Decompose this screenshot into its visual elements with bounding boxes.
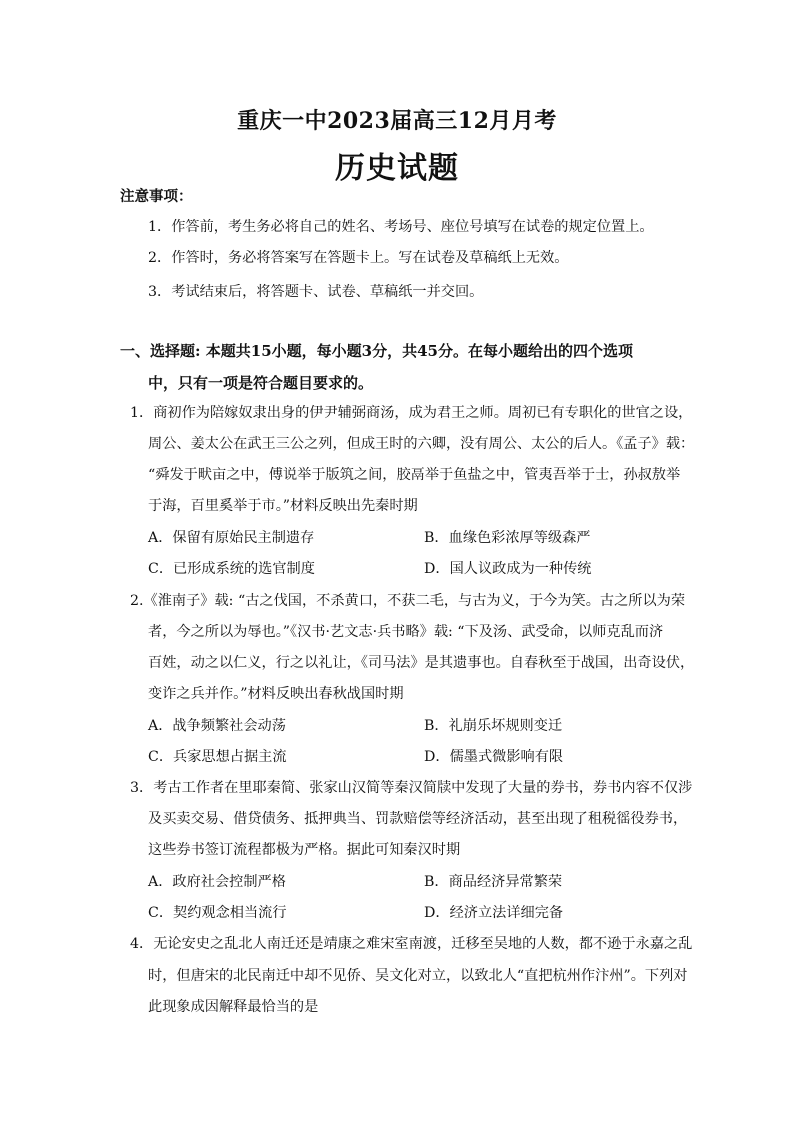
section-heading: 中，只有一项是符合题目要求的。 bbox=[148, 374, 374, 392]
question-stem: 3．考古工作者在里耶秦简、张家山汉简等秦汉简牍中发现了大量的券书，券书内容不仅涉 bbox=[130, 780, 693, 796]
question-stem: 此现象成因解释最恰当的是 bbox=[148, 999, 319, 1015]
question-stem: 周公、姜太公在武王三公之列，但成王时的六卿，没有周公、太公的后人。《孟子》载： bbox=[148, 436, 695, 452]
question-stem: 变诈之兵并作。”材料反映出春秋战国时期 bbox=[148, 686, 404, 702]
option-c: C．已形成系统的选官制度 bbox=[148, 561, 315, 577]
question-stem: 1．商初作为陪嫁奴隶出身的伊尹辅弼商汤，成为君王之师。周初已有专职化的世官之设， bbox=[130, 405, 693, 421]
question-stem: 百姓，动之以仁义，行之以礼让，《司马法》是其遗事也。自春秋至于战国，出奇设伏， bbox=[148, 655, 695, 671]
question-stem: 者，今之所以为辱也。”《汉书·艺文志·兵书略》载: “下及汤、武受命，以师克乱而济 bbox=[148, 624, 664, 640]
notice-item: 2．作答时，务必将答案写在答题卡上。写在试卷及草稿纸上无效。 bbox=[148, 250, 569, 266]
subject-title: 历史试题 bbox=[335, 151, 459, 186]
question-stem: 2.《淮南子》载: “古之伐国，不杀黄口，不获二毛，与古为义，于今为笑。古之所以为荣 bbox=[130, 593, 686, 609]
question-stem: 于海，百里奚举于市。”材料反映出先秦时期 bbox=[148, 498, 418, 514]
option-c: C．兵家思想占据主流 bbox=[148, 749, 287, 765]
option-a: A．战争频繁社会动荡 bbox=[148, 718, 286, 734]
question-stem: 及买卖交易、借贷债务、抵押典当、罚款赔偿等经济活动，甚至出现了租税徭役券书， bbox=[148, 811, 688, 827]
question-stem: 时，但唐宋的北民南迁中却不见侨、吴文化对立，以致北人“直把杭州作汴州”。下列对 bbox=[148, 968, 688, 984]
notice-item: 1．作答前，考生务必将自己的姓名、考场号、座位号填写在试卷的规定位置上。 bbox=[148, 219, 654, 235]
notice-item: 3．考试结束后，将答题卡、试卷、草稿纸一并交回。 bbox=[148, 284, 484, 300]
option-a: A．保留有原始民主制遗存 bbox=[148, 530, 315, 546]
option-b: B．商品经济异常繁荣 bbox=[424, 874, 563, 890]
option-d: D．国人议政成为一种传统 bbox=[424, 561, 592, 577]
option-c: C．契约观念相当流行 bbox=[148, 905, 287, 921]
exam-title: 重庆一中2023届高三12月月考 bbox=[237, 108, 557, 134]
question-stem: “舜发于畎亩之中，傅说举于版筑之间，胶鬲举于鱼盐之中，管夷吾举于士，孙叔敖举 bbox=[148, 467, 681, 483]
option-b: B．礼崩乐坏规则变迁 bbox=[424, 718, 563, 734]
question-stem: 这些券书签订流程都极为严格。据此可知秦汉时期 bbox=[148, 842, 461, 858]
option-d: D．儒墨式微影响有限 bbox=[424, 749, 564, 765]
option-a: A．政府社会控制严格 bbox=[148, 874, 286, 890]
option-b: B．血缘色彩浓厚等级森严 bbox=[424, 530, 591, 546]
question-stem: 4．无论安史之乱北人南迁还是靖康之难宋室南渡，迁移至吴地的人数，都不逊于永嘉之乱 bbox=[130, 936, 693, 952]
notice-heading: 注意事项： bbox=[120, 188, 193, 205]
option-d: D．经济立法详细完备 bbox=[424, 905, 564, 921]
section-heading: 一、选择题: 本题共15小题，每小题3分，共45分。在每小题给出的四个选项 bbox=[120, 342, 633, 360]
